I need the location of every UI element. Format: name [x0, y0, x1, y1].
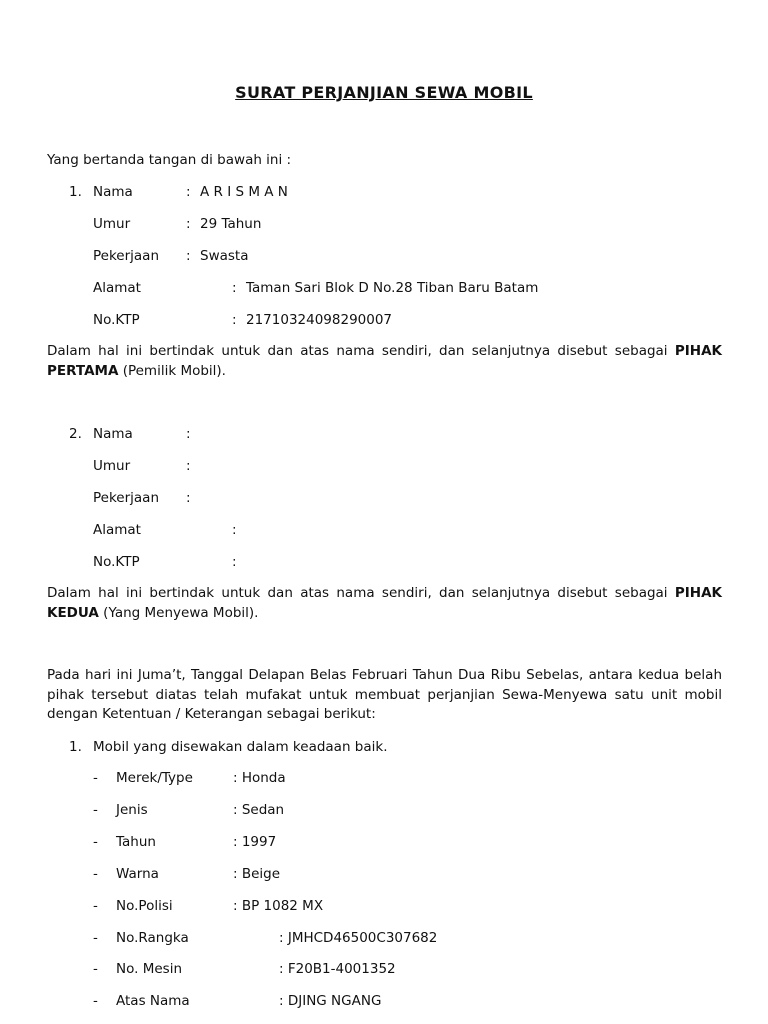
detail-engine-value: : F20B1-4001352 — [279, 961, 396, 977]
party1-statement-prefix: Dalam hal ini bertindak untuk dan atas nama sendiri, dan selanjutnya disebut sebagai — [47, 343, 675, 359]
party1-address-sep: : — [232, 280, 237, 296]
party1-job-sep: : — [186, 248, 191, 264]
party1-statement-suffix: (Pemilik Mobil). — [118, 362, 226, 379]
party2-number: 2. — [69, 426, 82, 442]
detail-bullet: - — [93, 834, 98, 850]
term-text: Mobil yang disewakan dalam keadaan baik. — [93, 739, 388, 755]
party1-age-sep: : — [186, 216, 191, 232]
detail-bullet: - — [93, 866, 98, 882]
detail-bullet: - — [93, 898, 98, 914]
intro-text: Yang bertanda tangan di bawah ini : — [47, 152, 292, 168]
party2-role: PIHAK KEDUA — [47, 585, 722, 621]
party1-name-value: A R I S M A N — [200, 184, 288, 200]
document-title: SURAT PERJANJIAN SEWA MOBIL — [235, 83, 533, 102]
detail-owner-value: : DJING NGANG — [279, 993, 382, 1009]
agreement-paragraph: Pada hari ini Juma’t, Tanggal Delapan Belas Februari Tahun Dua Ribu Sebelas, antara kedua belah pihak tersebut diatas telah mufakat untuk membuat perjanjian Sewa-Menyewa satu unit mobil dengan Ketentuan / Keterangan sebagai berikut: — [47, 667, 722, 722]
party2-statement — [47, 584, 722, 623]
party2-age-label: Umur — [93, 458, 131, 474]
detail-color-label: Warna — [116, 866, 159, 882]
detail-owner-label: Atas Nama — [116, 993, 190, 1009]
party1-ktp-label: No.KTP — [93, 312, 140, 328]
detail-bullet: - — [93, 961, 98, 977]
party2-age-sep: : — [186, 458, 191, 474]
party2-ktp-sep: : — [232, 554, 237, 570]
party1-job-label: Pekerjaan — [93, 248, 160, 264]
party1-address-label: Alamat — [93, 280, 141, 296]
party2-address-sep: : — [232, 522, 237, 538]
party2-statement-suffix: (Yang Menyewa Mobil). — [98, 604, 259, 621]
detail-bullet: - — [93, 993, 98, 1009]
party1-ktp-value: 21710324098290007 — [246, 312, 393, 328]
party1-number: 1. — [69, 184, 82, 200]
party1-statement — [47, 342, 722, 381]
party2-ktp-label: No.KTP — [93, 554, 140, 570]
party1-name-sep: : — [186, 184, 191, 200]
detail-brand-value: : Honda — [233, 770, 286, 786]
party2-job-label: Pekerjaan — [93, 490, 160, 506]
party2-statement-prefix: Dalam hal ini bertindak untuk dan atas nama sendiri, dan selanjutnya disebut sebagai — [47, 585, 675, 601]
detail-brand-label: Merek/Type — [116, 770, 193, 786]
party2-job-sep: : — [186, 490, 191, 506]
detail-bullet: - — [93, 802, 98, 818]
party2-name-label: Nama — [93, 426, 133, 442]
detail-bullet: - — [93, 930, 98, 946]
party1-job-value: Swasta — [200, 248, 249, 264]
party2-address-label: Alamat — [93, 522, 141, 538]
detail-type-label: Jenis — [116, 802, 148, 818]
detail-chassis-value: : JMHCD46500C307682 — [279, 930, 438, 946]
party1-age-value: 29 Tahun — [200, 216, 262, 232]
party1-age-label: Umur — [93, 216, 131, 232]
party1-name-label: Nama — [93, 184, 133, 200]
party1-address-value: Taman Sari Blok D No.28 Tiban Baru Batam — [246, 280, 539, 296]
detail-color-value: : Beige — [233, 866, 281, 882]
detail-plate-label: No.Polisi — [116, 898, 173, 914]
detail-type-value: : Sedan — [233, 802, 285, 818]
detail-year-label: Tahun — [116, 834, 156, 850]
detail-chassis-label: No.Rangka — [116, 930, 189, 946]
detail-plate-value: : BP 1082 MX — [233, 898, 324, 914]
party2-name-sep: : — [186, 426, 191, 442]
detail-bullet: - — [93, 770, 98, 786]
term-number: 1. — [69, 739, 82, 755]
party1-ktp-sep: : — [232, 312, 237, 328]
detail-year-value: : 1997 — [233, 834, 277, 850]
party1-role: PIHAK PERTAMA — [47, 343, 722, 379]
detail-engine-label: No. Mesin — [116, 961, 182, 977]
